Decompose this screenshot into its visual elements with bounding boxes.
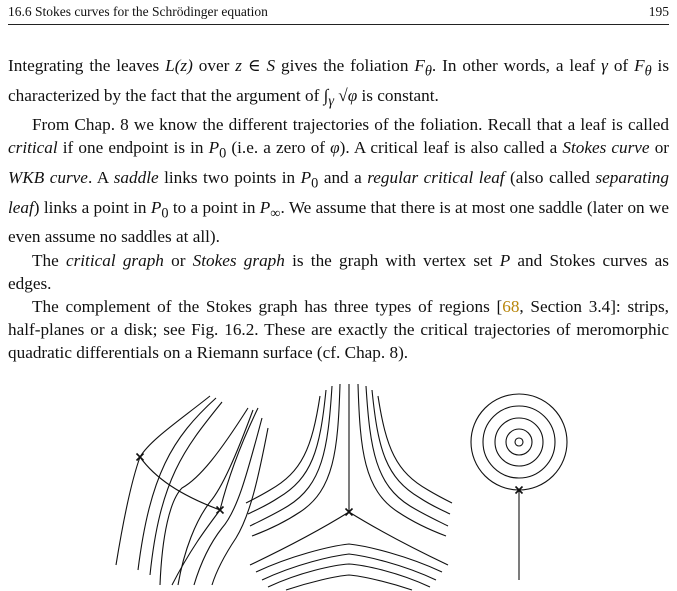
term-regular-critical-leaf: regular critical leaf bbox=[367, 168, 505, 188]
text-run: . A bbox=[87, 168, 114, 188]
half-plane-trajectory bbox=[262, 554, 436, 580]
text-run: ). A critical leaf is also called a bbox=[339, 138, 563, 158]
math-subscript: ∞ bbox=[270, 205, 281, 222]
strip-trajectory bbox=[116, 457, 140, 565]
math-P: P bbox=[259, 197, 271, 217]
disk-trajectory bbox=[495, 418, 543, 466]
math-integral: ∫ bbox=[323, 85, 329, 105]
header-rule bbox=[8, 24, 669, 25]
text-run: links two points in bbox=[158, 168, 301, 188]
figure-panel-disk bbox=[471, 394, 567, 580]
running-header bbox=[8, 4, 669, 22]
term-wkb-curve: WKB curve bbox=[8, 168, 88, 188]
half-plane-trajectory bbox=[358, 384, 446, 536]
math-sqrt-phi: √φ bbox=[338, 85, 358, 105]
math-F: F bbox=[634, 56, 645, 75]
disk-trajectory bbox=[471, 394, 567, 490]
term-critical: critical bbox=[8, 138, 58, 158]
math-subscript: 0 bbox=[311, 175, 319, 192]
text-run: and Stokes curves as edges. bbox=[8, 250, 669, 293]
text-run: is the graph with vertex set bbox=[284, 250, 500, 270]
math-P: P bbox=[150, 197, 162, 217]
math-phi: φ bbox=[330, 138, 340, 158]
paragraph-3 bbox=[8, 249, 669, 295]
disk-trajectory bbox=[506, 429, 532, 455]
text-run: and a bbox=[318, 168, 368, 188]
strip-trajectory bbox=[172, 510, 220, 585]
half-plane-trajectory bbox=[286, 575, 412, 590]
math-z-in-S: z ∈ S bbox=[235, 56, 276, 75]
disk-center-pole bbox=[515, 438, 523, 446]
math-P: P bbox=[300, 168, 312, 188]
math-gamma: γ bbox=[328, 93, 334, 110]
text-run: over bbox=[192, 56, 236, 75]
math-subscript: 0 bbox=[219, 145, 227, 162]
text-run: gives the foliation bbox=[275, 56, 415, 75]
text-run: if one endpoint is in bbox=[57, 138, 209, 158]
text-run: . In other words, a leaf bbox=[431, 56, 596, 75]
text-run: From Chap. 8 we know the different trajectories of the foliation. Recall that a leaf is called bbox=[32, 115, 669, 135]
strip-trajectory bbox=[220, 408, 258, 510]
math-P: P bbox=[499, 250, 511, 270]
header-section-title: 16.6 Stokes curves for the Schrödinger equation bbox=[8, 4, 268, 19]
math-gamma: γ bbox=[601, 56, 608, 75]
main-text bbox=[8, 54, 669, 365]
strip-trajectory bbox=[150, 402, 222, 575]
math-F: F bbox=[414, 56, 425, 75]
text-run: ) links a point in bbox=[33, 197, 151, 217]
page-number: 195 bbox=[648, 4, 669, 19]
disk-trajectory bbox=[483, 406, 555, 478]
term-saddle: saddle bbox=[113, 168, 159, 188]
math-theta: θ bbox=[424, 63, 432, 80]
half-plane-trajectory bbox=[252, 384, 340, 536]
math-theta: θ bbox=[644, 63, 652, 80]
text-run: is characterized by the fact that the argument of bbox=[8, 56, 670, 105]
figure-panel-half-planes bbox=[246, 384, 452, 590]
term-stokes-graph: Stokes graph bbox=[192, 250, 285, 270]
text-run: (i.e. a zero of bbox=[226, 138, 331, 158]
math-Lz: L(z) bbox=[165, 56, 193, 75]
text-run: The bbox=[32, 250, 66, 270]
strip-trajectory bbox=[140, 396, 210, 457]
term-critical-graph: critical graph bbox=[65, 250, 164, 270]
term-separating-leaf: separating leaf bbox=[8, 168, 669, 217]
text-run: is constant. bbox=[357, 85, 439, 105]
text-run: or bbox=[163, 250, 193, 270]
text-run: , Section 3.4]: strips, half-planes or a disk; see Fig. 16.2. These are exactly the critical trajectories of meromorphic quadratic differentials on a Riemann surface (cf. Chap. 8). bbox=[8, 297, 669, 363]
term-stokes-curve: Stokes curve bbox=[562, 138, 650, 158]
citation-link[interactable]: 68 bbox=[502, 297, 520, 317]
figure-16-2 bbox=[0, 360, 677, 591]
text-run: Integrating the leaves bbox=[8, 56, 166, 75]
text-run: . We assume that there is at most one saddle (later on we even assume no saddles at all). bbox=[8, 197, 669, 247]
text-run: of bbox=[607, 56, 635, 75]
figure-panel-strip bbox=[116, 396, 268, 585]
text-run: The complement of the Stokes graph has three types of regions [ bbox=[32, 297, 503, 317]
zero-marker bbox=[217, 507, 224, 514]
zero-marker bbox=[137, 454, 144, 461]
paragraph-4 bbox=[8, 295, 669, 365]
math-P: P bbox=[208, 138, 220, 158]
paragraph-2 bbox=[8, 113, 669, 248]
math-subscript: 0 bbox=[161, 205, 169, 222]
text-run: or bbox=[649, 138, 670, 158]
paragraph-1 bbox=[8, 54, 669, 113]
text-run: (also called bbox=[504, 168, 596, 188]
stokes-curve bbox=[349, 512, 448, 565]
strip-trajectory bbox=[178, 410, 253, 585]
stokes-curve bbox=[250, 512, 349, 565]
text-run: to a point in bbox=[168, 197, 260, 217]
half-plane-trajectory bbox=[366, 386, 448, 526]
